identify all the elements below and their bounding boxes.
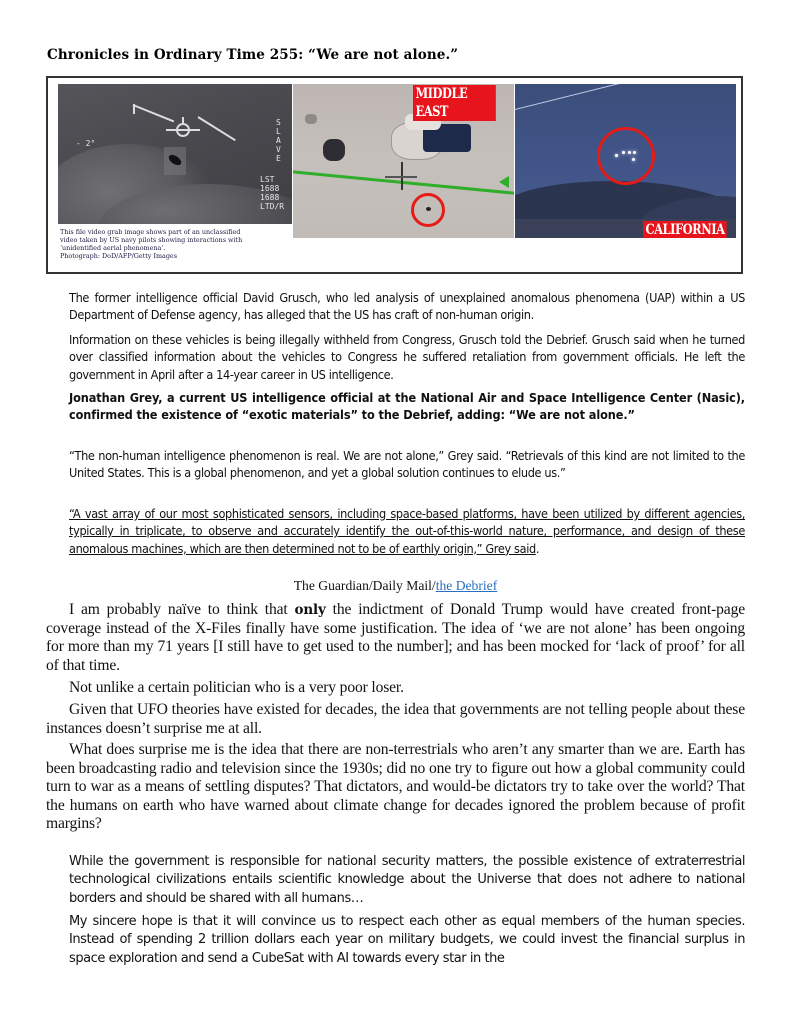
bold-text: only: [294, 602, 326, 618]
hud-line: 1688: [260, 184, 280, 193]
hud-bottom-text: [260, 175, 284, 211]
hud-bracket: [133, 104, 175, 122]
caption-line: ‘unidentified aerial phenomena’.: [60, 244, 166, 253]
red-circle-highlight: [597, 127, 655, 185]
navy-ufo-video-image: [58, 84, 292, 224]
california-label: CALIFORNIA: [643, 221, 727, 238]
crosshair-icon: [176, 123, 190, 137]
ufo-light: [632, 158, 635, 161]
body-paragraph: [46, 601, 745, 675]
ground-object: [323, 139, 345, 161]
hud-side-text: S L A V E: [276, 118, 281, 163]
ground-object: [305, 114, 317, 124]
ufo-light: [628, 151, 631, 154]
image-caption: [60, 228, 292, 260]
ufo-object: [426, 207, 431, 211]
quoted-paragraph: While the government is responsible for national security matters, the possible existence of extraterrestrial technological civilizations entails scientific knowledge about the Universe that does not adhere to national borders and should be shared with all humans…: [69, 854, 745, 906]
page-title: Chronicles in Ordinary Time 255: “We are not alone.”: [47, 47, 459, 63]
quoted-paragraph: The former intelligence official David Grusch, who led analysis of unexplained anomalous phenomena (UAP) within a US Department of Defense agency, has alleged that the US has craft of non-human origin.: [69, 290, 745, 323]
quoted-paragraph-underlined: [69, 505, 745, 557]
caption-credit: Photograph: DoD/AFP/Getty Images: [60, 252, 177, 261]
quoted-paragraph: Information on these vehicles is being illegally withheld from Congress, Grusch told the Debrief. Grusch said when he turned over classified information about the vehicles to Congress he suffered retaliation from government officials. He left the government in April after a 14-year career in US intelligence.: [69, 332, 745, 382]
hud-line: LST: [260, 175, 275, 184]
middle-east-ufo-image: [293, 84, 514, 238]
text: I am probably naïve to think that: [69, 601, 295, 618]
ufo-light: [622, 151, 625, 154]
hud-line: 1688: [260, 193, 280, 202]
text: the indictment of Donald Trump would have created front-page coverage instead of the X-Files finally have some justification. The idea of ‘we are not alone’ has been ongoing for more than my 71 years [I still have to get used to the number]; and has been mocked for ‘lack of proof’ for all of that time.: [46, 601, 745, 674]
source-attribution: [0, 578, 791, 594]
underlined-quote: “A vast array of our most sophisticated sensors, including space-based platforms, have been utilized by different agencies, typically in triplicate, to observe and accurately identify the out-of-this-world nature, performance, and design of these anomalous machines, which are then determined not to be of earthly origin,” Grey said: [69, 506, 745, 556]
ufo-light: [633, 151, 636, 154]
middle-east-label: MIDDLE EAST: [413, 85, 496, 121]
caption-line: video taken by US navy pilots showing interactions with: [60, 236, 243, 245]
hud-line: LTD/R: [260, 202, 285, 211]
green-arrow-icon: [499, 176, 509, 188]
quoted-paragraph-bold: Jonathan Grey, a current US intelligence official at the National Air and Space Intelligence Center (Nasic), confirmed the existence of “exotic materials” to the Debrief, adding: “We are not alone.”: [69, 390, 745, 423]
debrief-link[interactable]: the Debrief: [435, 578, 498, 593]
green-track-line: [293, 170, 514, 195]
ufo-light: [615, 154, 618, 157]
california-ufo-image: [515, 84, 736, 238]
source-text: The Guardian/Daily Mail/: [293, 578, 436, 593]
image-collage: [46, 76, 743, 274]
body-paragraph: Given that UFO theories have existed for decades, the idea that governments are not telling people about these instances doesn’t surprise me at all.: [46, 701, 745, 737]
hud-angle: - 2°: [76, 139, 96, 148]
crosshair-icon: [385, 176, 417, 178]
caption-line: This file video grab image shows part of an unclassified: [60, 228, 241, 236]
body-paragraph: What does surprise me is the idea that there are non-terrestrials who aren’t any smarter than we are. Earth has been broadcasting radio and television since the 1930s; did no one try to figure out how a global community could turn to war as a means of settling disputes? That dictators, and would-be dictators try to take over the world? That the humans on earth who have warned about climate change for decades ignored the problem because of profit margins?: [46, 741, 745, 832]
quoted-paragraph: My sincere hope is that it will convince us to respect each other as equal members of the human species. Instead of spending 2 trillion dollars each year on military budgets, we could invest the financial surplus in space exploration and send a CubeSat with AI towards every star in the: [69, 914, 745, 966]
hud-bracket: [133, 104, 135, 114]
hud-bracket: [197, 116, 235, 141]
body-paragraph: Not unlike a certain politician who is a very poor loser.: [69, 679, 404, 696]
light-streak: [515, 84, 628, 111]
quoted-paragraph: “The non-human intelligence phenomenon is real. We are not alone,” Grey said. “Retrievals of this kind are not limited to the United States. This is a global phenomenon, and yet a global solution continues to elude us.”: [69, 448, 745, 481]
period: .: [535, 540, 540, 556]
